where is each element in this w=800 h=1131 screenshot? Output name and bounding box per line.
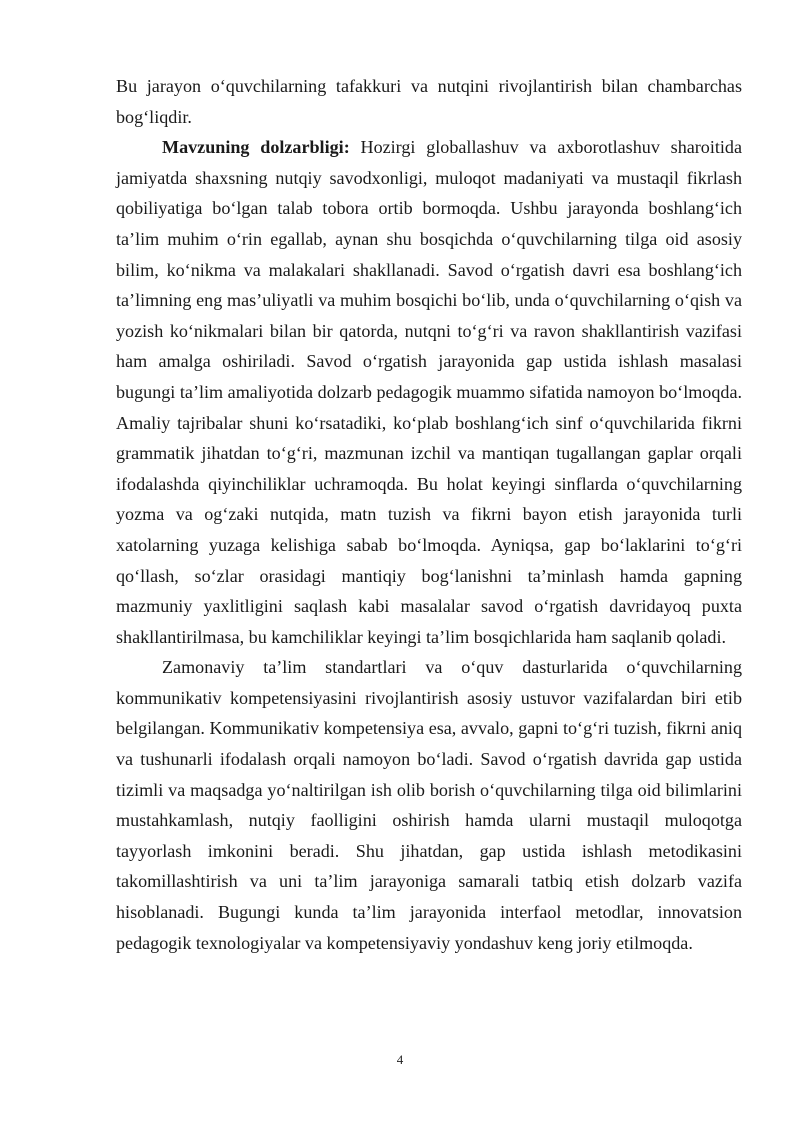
body-text <box>116 71 742 958</box>
paragraph-text: Zamonaviy ta’lim standartlari va o‘quv dasturlarida o‘quvchilarning kommunikativ kompetensiyasini rivojlantirish asosiy ustuvor vazifalardan biri etib belgilangan. Kommunikativ kompetensiya esa, avvalo, gapni to‘g‘ri tuzish, fikrni aniq va tushunarli ifodalash orqali namoyon bo‘ladi. Savod o‘rgatish davrida gap ustida tizimli va maqsadga yo‘naltirilgan ish olib borish o‘quvchilarning tilga oid bilimlarini mustahkamlash, nutqiy faolligini oshirish hamda ularni mustaqil muloqotga tayyorlash imkonini beradi. Shu jihatdan, gap ustida ishlash metodikasini takomillashtirish va uni ta’lim jarayoniga samarali tatbiq etish dolzarb vazifa hisoblanadi. Bugungi kunda ta’lim jarayonida interfaol metodlar, innovatsion pedagogik texnologiyalar va kompetensiyaviy yondashuv keng joriy etilmoqda. <box>116 657 742 953</box>
page-number: 4 <box>396 1052 404 1067</box>
paragraph-standards <box>116 652 742 958</box>
paragraph-relevance <box>116 132 742 652</box>
paragraph-lead-heading: Mavzuning dolzarbligi: <box>162 137 350 158</box>
paragraph-continuation <box>116 71 742 132</box>
paragraph-text: Hozirgi globallashuv va axborotlashuv sharoitida jamiyatda shaxsning nutqiy savodxonligi, muloqot madaniyati va mustaqil fikrlash qobiliyatiga bo‘lgan talab tobora ortib bormoqda. Ushbu jarayonda boshlang‘ich ta’lim muhim o‘rin egallab, aynan shu bosqichda o‘quvchilarning tilga oid asosiy bilim, ko‘nikma va malakalari shakllanadi. Savod o‘rgatish davri esa boshlang‘ich ta’limning eng mas’uliyatli va muhim bosqichi bo‘lib, unda o‘quvchilarning o‘qish va yozish ko‘nikmalari bilan bir qatorda, nutqni to‘g‘ri va ravon shakllantirish vazifasi ham amalga oshiriladi. Savod o‘rgatish jarayonida gap ustida ishlash masalasi bugungi ta’lim amaliyotida dolzarb pedagogik muammo sifatida namoyon bo‘lmoqda. Amaliy tajribalar shuni ko‘rsatadiki, ko‘plab boshlang‘ich sinf o‘quvchilarida fikrni grammatik jihatdan to‘g‘ri, mazmunan izchil va mantiqan tugallangan gaplar orqali ifodalashda qiyinchiliklar uchramoqda. Bu holat keyingi sinflarda o‘quvchilarning yozma va og‘zaki nutqida, matn tuzish va fikrni bayon etish jarayonida turli xatolarning yuzaga kelishiga sabab bo‘lmoqda. Ayniqsa, gap bo‘laklarini to‘g‘ri qo‘llash, so‘zlar orasidagi mantiqiy bog‘lanishni ta’minlash hamda gapning mazmuniy yaxlitligini saqlash kabi masalalar savod o‘rgatish davridayoq puxta shakllantirilmasa, bu kamchiliklar keyingi ta’lim bosqichlarida ham saqlanib qoladi. <box>116 137 742 647</box>
paragraph-text: Bu jarayon o‘quvchilarning tafakkuri va nutqini rivojlantirish bilan chambarchas bog‘liqdir. <box>116 76 742 127</box>
